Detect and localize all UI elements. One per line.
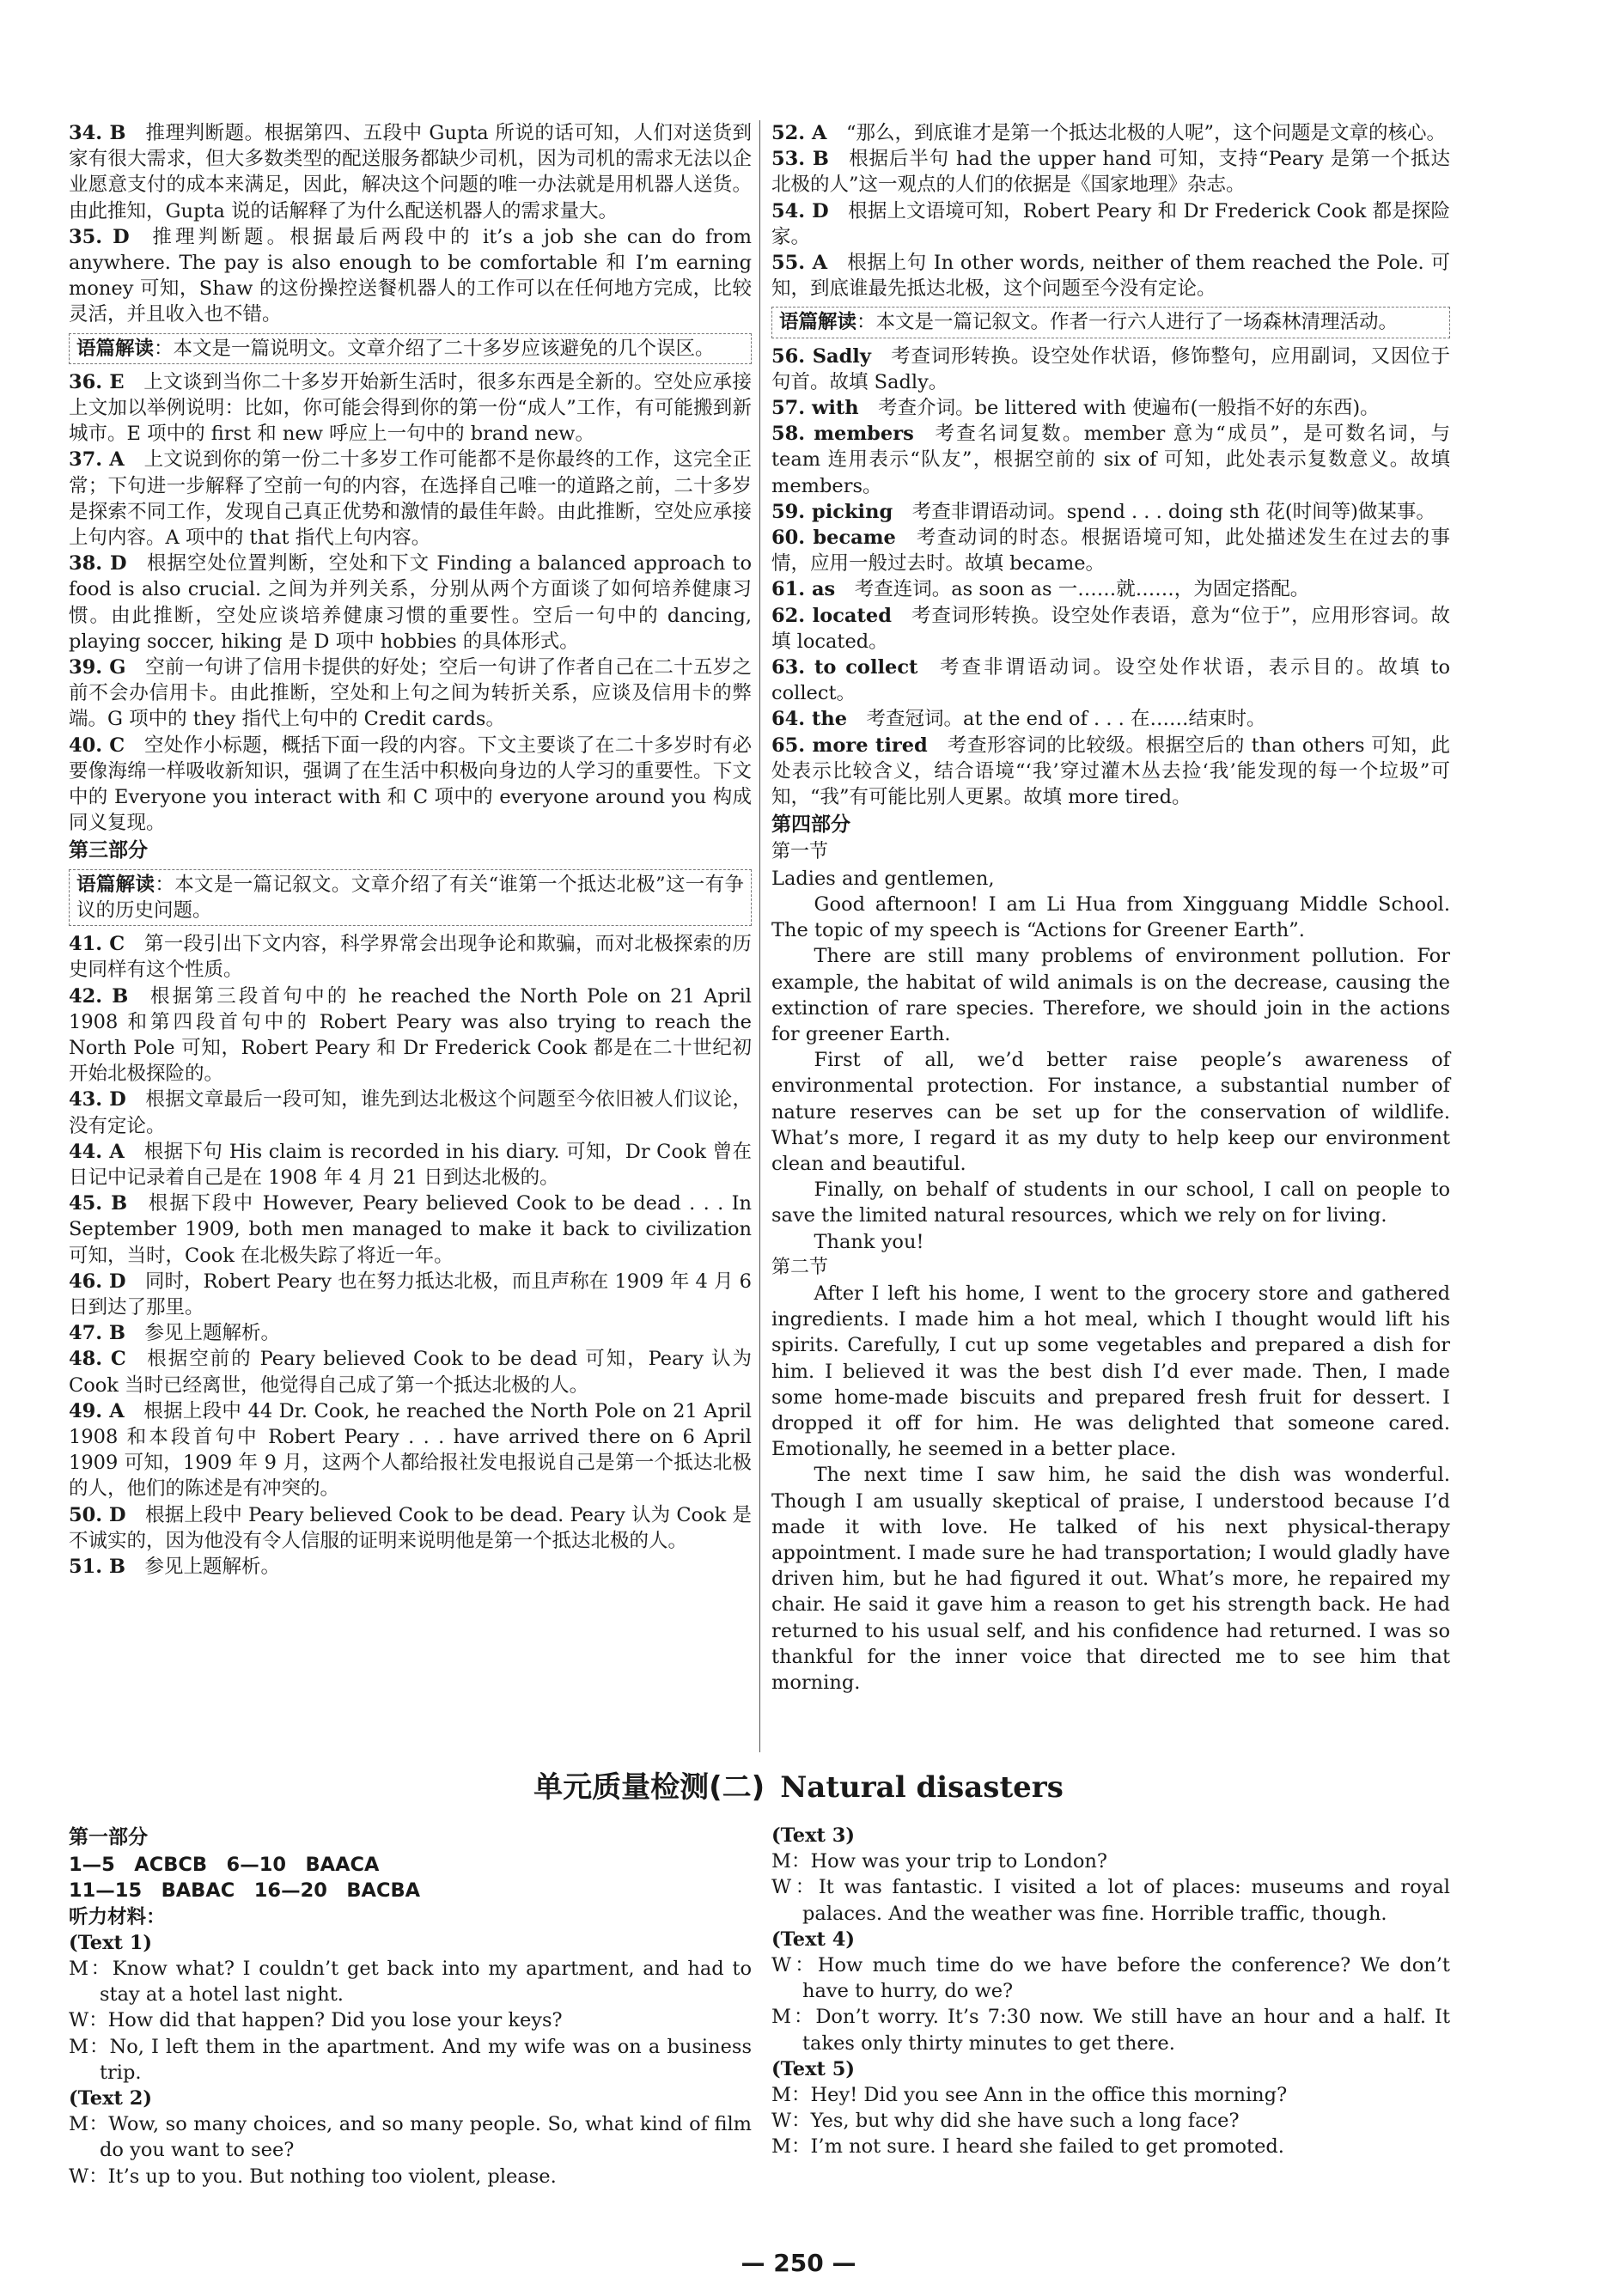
answer-entry: [69, 447, 752, 551]
speaker-label: M：: [771, 1850, 811, 1873]
answer-number: 42. B: [69, 984, 129, 1008]
answer-number: 34. B: [69, 122, 126, 144]
answer-entry: [69, 1502, 752, 1554]
answer-number: 61. as: [771, 578, 836, 601]
speech-paragraph: First of all, we’d better raise people’s awareness of environmental protection. For instance, a substantial number of nature reserves can be set up for the conservation of wildlife. What’s more, I regard it as my duty to help keep our environment clean and beautiful.: [771, 1049, 1450, 1175]
dialogue-line: [69, 2007, 752, 2033]
answer-entry: [69, 1269, 752, 1320]
answer-entry: [771, 146, 1450, 198]
answer-explanation: 上文说到你的第一份二十多岁工作可能都不是你最终的工作，这完全正常；下句进一步解释了空前一句的内容，在选择自己唯一的道路之前，二十多岁是探索不同工作，发现自己真正优势和激情的最佳年龄。由此推断，空处应承接上句内容。A 项中的 that 指代上句内容。: [69, 448, 752, 550]
unit-title-cn: 单元质量检测(二): [533, 1770, 765, 1805]
answer-key-line-2: 11—15 BABAC 16—20 BACBA: [69, 1879, 421, 1903]
answer-explanation: 考查冠词。at the end of . . . 在……结束时。: [866, 708, 1266, 731]
story-paragraph: The next time I saw him, he said the dish was wonderful. Though I am usually skeptical of praise, I understood because I’d made it with love. He talked of his next physical-therapy appointment. I made sure he had transportation; I would gladly have driven him, but he had figured it out. What’s more, he repaired my chair. He said it gave him a reason to get his strength back. He had returned to his usual self, and his confidence had returned. I was so thankful for the inner voice that directed me to see him that morning.: [771, 1464, 1450, 1694]
speech-greeting: Ladies and gentlemen,: [771, 867, 995, 890]
answer-number: 59. picking: [771, 500, 893, 523]
answer-entry: [771, 603, 1450, 655]
dialogue-line: [771, 2004, 1450, 2055]
answer-number: 55. A: [771, 252, 828, 275]
answer-number: 51. B: [69, 1555, 125, 1578]
left-column: [69, 120, 752, 1580]
answer-number: 65. more tired: [771, 734, 928, 757]
answer-explanation: 根据下句 His claim is recorded in his diary. 可知，Dr Cook 曾在日记中记录着自己是在 1908 年 4 月 21 日到达北极的。: [69, 1140, 752, 1189]
answer-number: 54. D: [771, 199, 829, 222]
speaker-label: M：: [771, 2006, 816, 2029]
unit-title: [0, 1763, 1597, 1806]
dialogue-text: How was your trip to London?: [810, 1850, 1107, 1873]
answer-explanation: 考查连词。as soon as 一……就……，为固定搭配。: [854, 578, 1310, 601]
answer-entry: [771, 733, 1450, 811]
answer-entry: [69, 1320, 752, 1346]
answer-explanation: 根据上段中 44 Dr. Cook, he reached the North Pole on 21 April 1908 和本段首句中 Robert Peary . . . have arrived there on 6 April 1909 可知，1909 年 9 月，这两个人都给报社发电报说自己是第一个抵达北极的人，他们的陈述是有冲突的。: [69, 1399, 752, 1501]
answer-explanation: 同时，Robert Peary 也在努力抵达北极，而且声称在 1909 年 4 月 6 日到达了那里。: [69, 1270, 752, 1319]
answer-entry: [69, 984, 752, 1087]
answer-number: 47. B: [69, 1322, 125, 1345]
answer-explanation: 考查词形转换。设空处作状语，修饰整句，应用副词，又因位于句首。故填 Sadly。: [771, 344, 1450, 393]
dialogue-text: It was fantastic. I visited a lot of places: museums and royal palaces. And the weather was fine. Horrible traffic, though.: [802, 1876, 1450, 1925]
answer-entry: [69, 655, 752, 733]
speech-paragraph: Good afternoon! I am Li Hua from Xingguang Middle School. The topic of my speech is “Actions for Greener Earth”.: [771, 892, 1450, 942]
answer-number: 57. with: [771, 397, 859, 420]
answer-explanation: 根据文章最后一段可知，谁先到达北极这个问题至今依旧被人们议论，没有定论。: [69, 1088, 752, 1137]
part1-heading: 第一部分: [69, 1826, 148, 1848]
answer-explanation: 根据上句 In other words, neither of them reached the Pole. 可知，到底谁最先抵达北极，这个问题至今没有定论。: [771, 252, 1450, 301]
answer-entry: [771, 120, 1450, 146]
answer-entry: [69, 1191, 752, 1269]
answer-explanation: 根据第三段首句中的 he reached the North Pole on 21 April 1908 和第四段首句中的 Robert Peary was also trying to reach the North Pole 可知，Robert Peary 和 Dr Frederick Cook 都是在二十世纪初开始北极探险的。: [69, 984, 752, 1086]
speech-paragraph: Thank you!: [814, 1230, 924, 1253]
part3-heading: 第三部分: [69, 839, 148, 862]
listening-text-heading: (Text 4): [771, 1928, 856, 1951]
answer-number: 39. G: [69, 656, 126, 679]
answer-entry: [771, 525, 1450, 576]
passage-summary-box-3: 语篇解读：本文是一篇记叙文。作者一行六人进行了一场森林清理活动。: [771, 307, 1450, 338]
speaker-label: M：: [771, 2135, 811, 2159]
answer-number: 46. D: [69, 1270, 126, 1293]
speaker-label: W：: [69, 2009, 108, 2032]
answer-entry: [69, 551, 752, 655]
answer-explanation: 第一段引出下文内容，科学界常会出现争论和欺骗，而对北极探索的历史同样有这个性质。: [69, 933, 752, 982]
dialogue-line: [771, 1874, 1450, 1926]
answer-number: 62. located: [771, 604, 892, 627]
dialogue-line: [771, 2108, 1450, 2134]
answer-number: 64. the: [771, 708, 848, 731]
right-column: [771, 120, 1450, 1696]
section1-heading: 第一节: [771, 841, 829, 863]
answer-entry: [771, 395, 1450, 421]
dialogue-line: [69, 1956, 752, 2007]
passage-summary-box-2: 语篇解读：本文是一篇记叙文。文章介绍了有关“谁第一个抵达北极”这一有争议的历史问题。: [69, 869, 752, 926]
dialogue-text: I’m not sure. I heard she failed to get promoted.: [810, 2135, 1284, 2159]
answer-entry: [69, 1087, 752, 1138]
answer-entry: [69, 1346, 752, 1398]
answer-entry: [771, 421, 1450, 499]
answer-explanation: 参见上题解析。: [144, 1322, 281, 1345]
answer-explanation: 根据后半句 had the upper hand 可知，支持“Peary 是第一个抵达北极的人”这一观点的人们的依据是《国家地理》杂志。: [771, 148, 1450, 197]
answer-explanation: 考查非谓语动词。设空处作状语，表示目的。故填 to collect。: [771, 656, 1450, 705]
dialogue-line: [771, 1952, 1450, 2004]
answer-number: 40. C: [69, 734, 125, 757]
answer-explanation: 考查词形转换。设空处作表语，意为“位于”，应用形容词。故填 located。: [771, 604, 1450, 653]
part4-heading: 第四部分: [771, 813, 850, 837]
answer-explanation: 根据空前的 Peary believed Cook to be dead 可知，Peary 认为 Cook 当时已经离世，他觉得自己成了第一个抵达北极的人。: [69, 1348, 752, 1397]
answer-entry: [771, 706, 1450, 732]
speaker-label: M：: [69, 1958, 113, 1981]
answer-number: 37. A: [69, 448, 125, 472]
answer-entry: [69, 369, 752, 448]
answer-entry: [771, 250, 1450, 301]
answer-explanation: 根据上文语境可知，Robert Peary 和 Dr Frederick Cook 都是探险家。: [771, 199, 1450, 248]
dialogue-line: [69, 2111, 752, 2163]
bottom-right-column: [771, 1823, 1450, 2160]
speech-paragraph: Finally, on behalf of students in our school, I call on people to save the limited natural resources, which we rely on for living.: [771, 1178, 1450, 1227]
answer-explanation: 推理判断题。根据最后两段中的 it’s a job she can do from anywhere. The pay is also enough to be comfortable 和 I’m earning money 可知，Shaw 的这份操控送餐机器人的工作可以在任何地方完成，比较灵活，并且收入也不错。: [69, 225, 752, 326]
dialogue-text: It’s up to you. But nothing too violent, please.: [107, 2165, 557, 2188]
speaker-label: W：: [771, 2110, 811, 2133]
section2-heading: 第二节: [771, 1256, 829, 1278]
answer-explanation: 考查形容词的比较级。根据空后的 than others 可知，此处表示比较含义，结合语境“‘我’穿过灌木丛去捡‘我’能发现的每一个垃圾”可知，“我”有可能比别人更累。故填 more tired。: [771, 734, 1451, 809]
answer-explanation: 根据上段中 Peary believed Cook to be dead. Peary 认为 Cook 是不诚实的，因为他没有令人信服的证明来说明他是第一个抵达北极的人。: [69, 1503, 752, 1552]
speaker-label: W：: [771, 1954, 818, 1977]
speaker-label: M：: [69, 2113, 109, 2136]
answer-number: 49. A: [69, 1399, 125, 1422]
answer-entry: [771, 198, 1450, 250]
listening-text-heading: (Text 2): [69, 2087, 153, 2110]
listening-material-heading: 听力材料：: [69, 1905, 166, 1928]
answer-explanation: “那么，到底谁才是第一个抵达北极的人呢”，这个问题是文章的核心。: [845, 122, 1446, 144]
speaker-label: W：: [771, 1876, 819, 1899]
dialogue-text: How did that happen? Did you lose your keys?: [107, 2009, 563, 2032]
answer-entry: [69, 733, 752, 837]
answer-number: 58. members: [771, 423, 914, 446]
answer-entry: [69, 1398, 752, 1502]
answer-entry: [69, 120, 752, 224]
answer-number: 44. A: [69, 1140, 125, 1163]
answer-number: 48. C: [69, 1348, 126, 1371]
answer-explanation: 根据空处位置判断，空处和下文 Finding a balanced approach to food is also crucial. 之间为并列关系，分别从两个方面谈了如何培养健康习惯。由此推断，空处应谈培养健康习惯的重要性。空后一句中的 dancing, playing soccer, hiking 是 D 项中 hobbies 的具体形式。: [69, 552, 752, 653]
answer-number: 35. D: [69, 225, 130, 248]
answer-number: 43. D: [69, 1088, 126, 1111]
answer-explanation: 考查非谓语动词。spend . . . doing sth 花(时间等)做某事。: [911, 500, 1435, 523]
page-number: — 250 —: [741, 2249, 856, 2277]
dialogue-line: [69, 2034, 752, 2086]
answer-number: 36. E: [69, 370, 125, 393]
speaker-label: W：: [69, 2165, 108, 2188]
answer-number: 60. became: [771, 527, 896, 550]
bottom-left-column: [69, 1823, 752, 2189]
passage-summary-box-1: 语篇解读：本文是一篇说明文。文章介绍了二十多岁应该避免的几个误区。: [69, 333, 752, 364]
dialogue-text: How much time do we have before the conference? We don’t have to hurry, do we?: [802, 1954, 1450, 2003]
answer-explanation: 考查介词。be littered with 使遍布(一般指不好的东西)。: [878, 397, 1380, 420]
dialogue-line: [69, 2164, 752, 2189]
story-paragraph: After I left his home, I went to the grocery store and gathered ingredients. I made him a hot meal, which I thought would lift his spirits. Carefully, I cut up some vegetables and prepared a dish for him. I believed it was the best dish I’d ever made. Then, I made some home-made biscuits and prepared fresh fruit for dessert. I dropped it off for him. He was delighted that someone cared. Emotionally, he seemed in a better place.: [771, 1282, 1450, 1461]
dialogue-line: [771, 2134, 1450, 2159]
answer-number: 41. C: [69, 933, 125, 956]
dialogue-text: No, I left them in the apartment. And my wife was on a business trip.: [100, 2035, 752, 2084]
answer-explanation: 推理判断题。根据第四、五段中 Gupta 所说的话可知，人们对送货到家有很大需求，但大多数类型的配送服务都缺少司机，因为司机的需求无法以企业愿意支付的成本来满足，因此，解决这个问题的唯一办法就是用机器人送货。由此推知，Gupta 说的话解释了为什么配送机器人的需求量大。: [69, 122, 752, 222]
speech-paragraph: There are still many problems of environment pollution. For example, the habitat of wild animals is on the decrease, causing the extinction of rare species. Therefore, we should join in the actions for greener Earth.: [771, 945, 1450, 1045]
answer-number: 45. B: [69, 1192, 128, 1215]
answer-explanation: 考查名词复数。member 意为“成员”，是可数名词，与 team 连用表示“队友”，根据空前的 six of 可知，此处表示复数意义。故填 members。: [771, 423, 1450, 497]
column-divider: [759, 120, 760, 1752]
answer-number: 56. Sadly: [771, 344, 871, 368]
answer-entry: [69, 1139, 752, 1191]
answer-entry: [771, 655, 1450, 706]
listening-text-heading: (Text 5): [771, 2057, 856, 2080]
answer-number: 52. A: [771, 122, 827, 144]
answer-entry: [771, 576, 1450, 602]
speaker-label: M：: [69, 2035, 110, 2058]
answer-number: 50. D: [69, 1503, 126, 1526]
answer-explanation: 根据下段中 However, Peary believed Cook to be dead . . . In September 1909, both men managed to make it back to civilization 可知，当时，Cook 在北极失踪了将近一年。: [69, 1192, 752, 1267]
answer-entry: [69, 1554, 752, 1580]
dialogue-text: Know what? I couldn’t get back into my apartment, and had to stay at a hotel last night.: [100, 1958, 753, 2007]
dialogue-text: Wow, so many choices, and so many people. So, what kind of film do you want to see?: [100, 2113, 752, 2162]
dialogue-line: [771, 1848, 1450, 1874]
dialogue-text: Hey! Did you see Ann in the office this morning?: [810, 2084, 1288, 2107]
listening-text-heading: (Text 3): [771, 1824, 856, 1847]
dialogue-line: [771, 2082, 1450, 2108]
answer-entry: [69, 224, 752, 328]
answer-explanation: 空处作小标题，概括下面一段的内容。下文主要谈了在二十多岁时有必要像海绵一样吸收新知识，强调了在生活中积极向身边的人学习的重要性。下文中的 Everyone you interact with 和 C 项中的 everyone around you 构成同义复现。: [69, 734, 752, 835]
answer-entry: [69, 931, 752, 983]
answer-explanation: 上文谈到当你二十多岁开始新生活时，很多东西是全新的。空处应承接上文加以举例说明：比如，你可能会得到你的第一份“成人”工作，有可能搬到新城市。E 项中的 first 和 new 呼应上一句中的 brand new。: [69, 370, 752, 446]
dialogue-text: Don’t worry. It’s 7:30 now. We still have an hour and a half. It takes only thirty minutes to get there.: [802, 2006, 1450, 2055]
answer-explanation: 空前一句讲了信用卡提供的好处；空后一句讲了作者自己在二十五岁之前不会办信用卡。由此推断，空处和上句之间为转折关系，应谈及信用卡的弊端。G 项中的 they 指代上句中的 Credit cards。: [69, 656, 752, 731]
answer-number: 38. D: [69, 552, 127, 576]
answer-number: 63. to collect: [771, 656, 918, 679]
answer-entry: [771, 344, 1450, 395]
answer-number: 53. B: [771, 148, 829, 171]
unit-title-en: Natural disasters: [780, 1770, 1064, 1805]
answer-key-line-1: 1—5 ACBCB 6—10 BAACA: [69, 1854, 380, 1877]
answer-explanation: 考查动词的时态。根据语境可知，此处描述发生在过去的事情，应用一般过去时。故填 became。: [771, 527, 1450, 576]
answer-explanation: 参见上题解析。: [144, 1555, 281, 1578]
answer-entry: [771, 499, 1450, 525]
listening-text-heading: (Text 1): [69, 1931, 153, 1954]
dialogue-text: Yes, but why did she have such a long face?: [810, 2110, 1240, 2133]
speaker-label: M：: [771, 2084, 811, 2107]
